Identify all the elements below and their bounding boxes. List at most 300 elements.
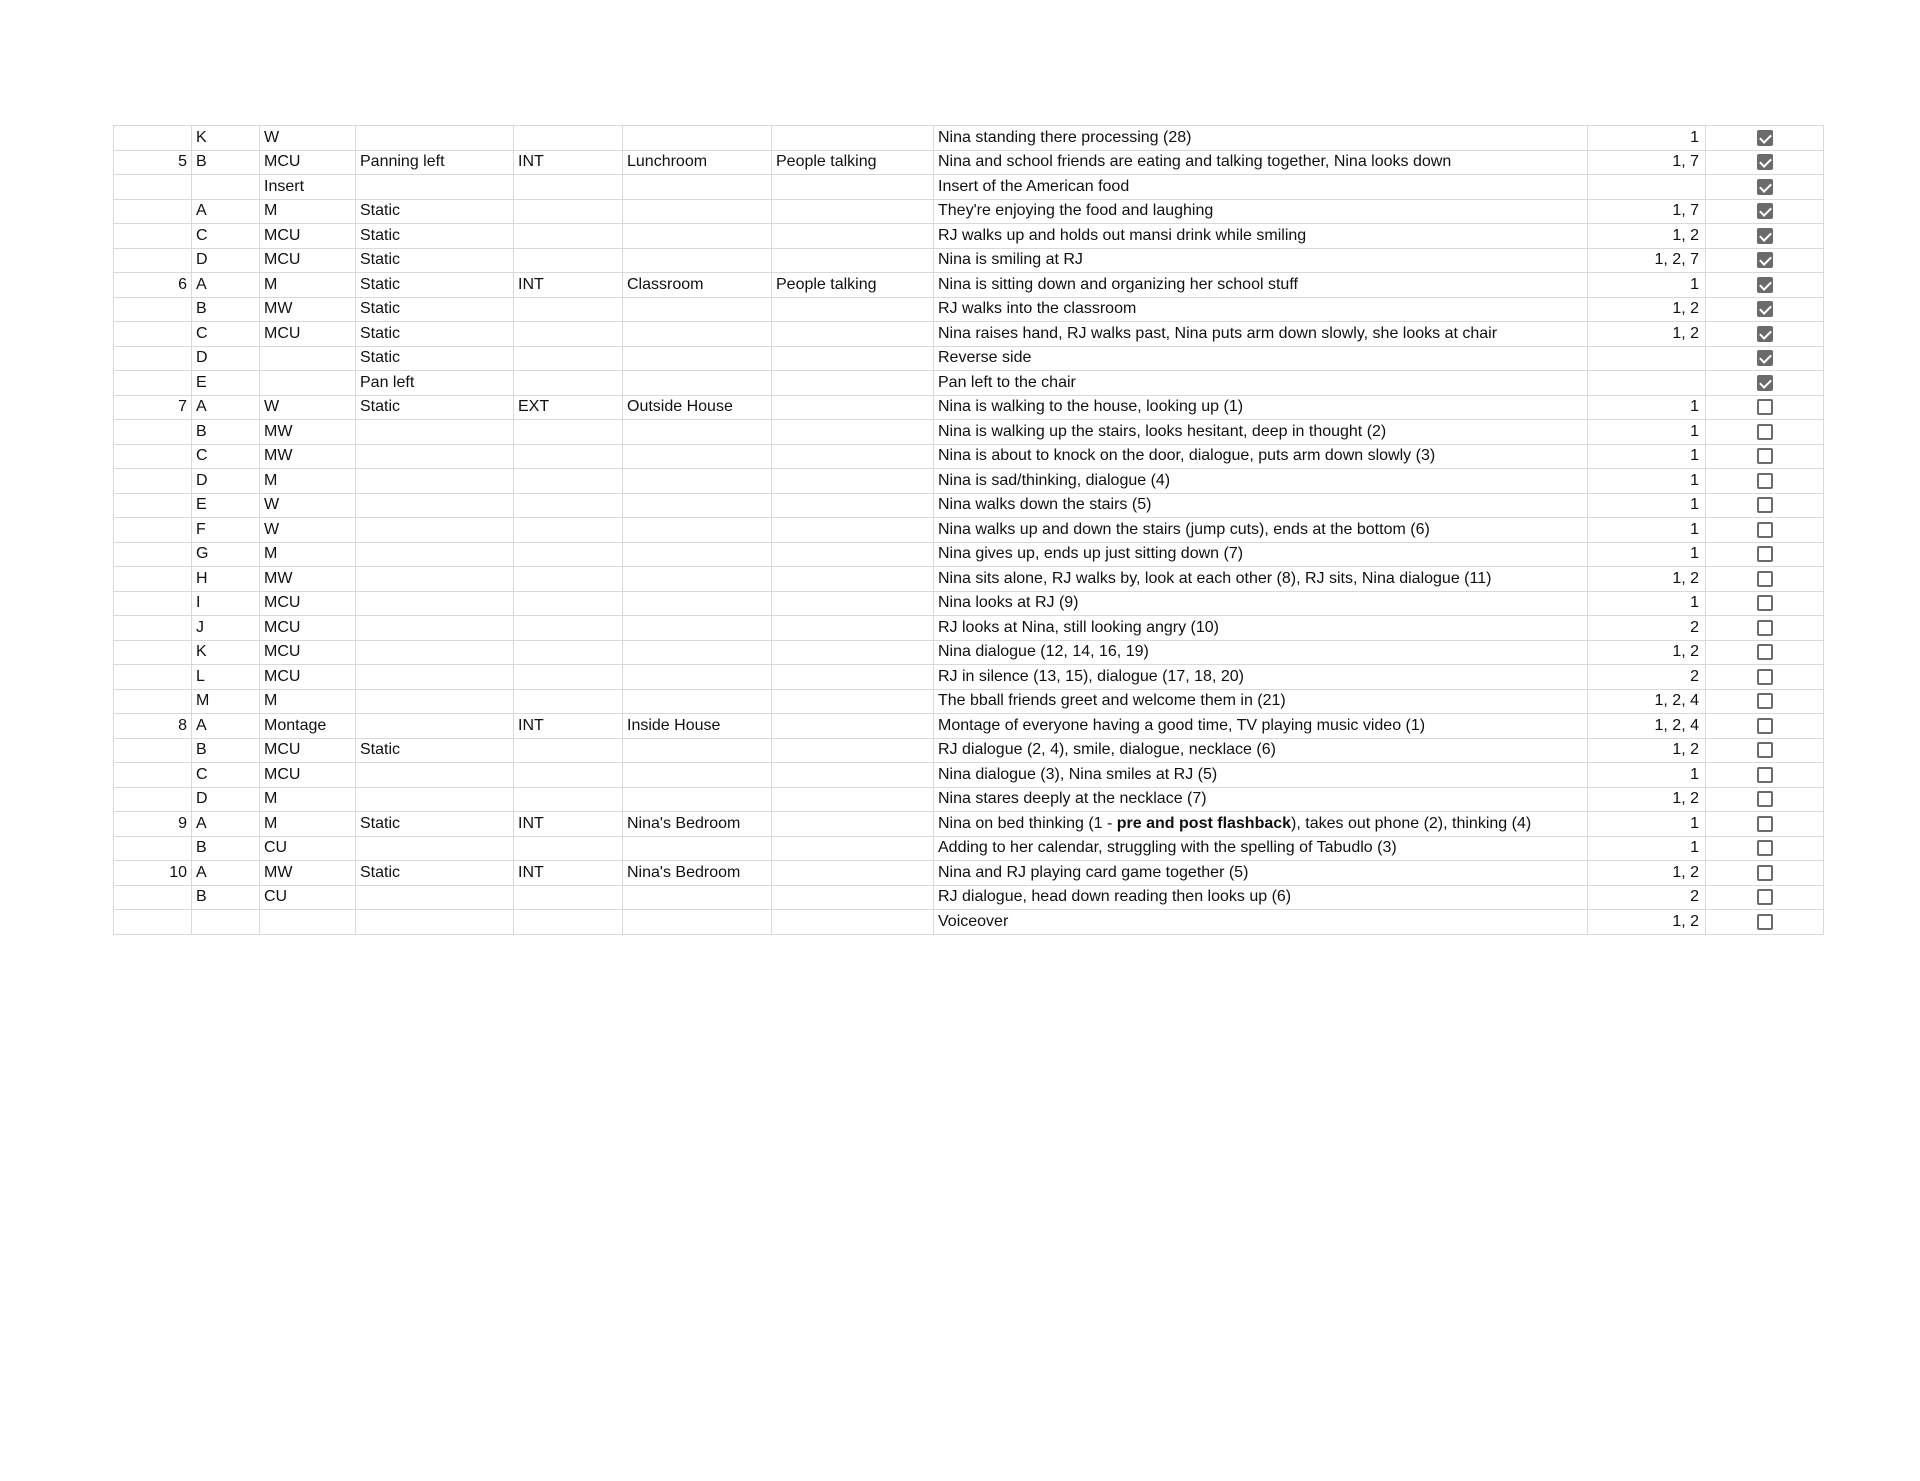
scene-number-cell[interactable] (114, 518, 192, 543)
scene-number-cell[interactable] (114, 591, 192, 616)
location-cell[interactable] (623, 469, 772, 494)
camera-movement-cell[interactable]: Static (356, 322, 514, 347)
cameras-cell[interactable]: 1 (1588, 836, 1706, 861)
location-cell[interactable] (623, 591, 772, 616)
cameras-cell[interactable]: 1, 7 (1588, 150, 1706, 175)
shot-letter-cell[interactable]: C (192, 322, 260, 347)
unchecked-checkbox-icon[interactable] (1757, 448, 1773, 464)
shot-size-cell[interactable]: MCU (260, 616, 356, 641)
shot-letter-cell[interactable]: B (192, 420, 260, 445)
shot-letter-cell[interactable]: A (192, 395, 260, 420)
int-ext-cell[interactable] (514, 444, 623, 469)
unchecked-checkbox-icon[interactable] (1757, 595, 1773, 611)
description-cell[interactable]: RJ in silence (13, 15), dialogue (17, 18, 20) (934, 665, 1588, 690)
shot-letter-cell[interactable]: D (192, 469, 260, 494)
camera-movement-cell[interactable] (356, 126, 514, 151)
int-ext-cell[interactable] (514, 297, 623, 322)
sound-cell[interactable] (772, 616, 934, 641)
description-cell[interactable]: Pan left to the chair (934, 371, 1588, 396)
cameras-cell[interactable]: 1 (1588, 273, 1706, 298)
description-cell[interactable]: Insert of the American food (934, 175, 1588, 200)
shot-letter-cell[interactable] (192, 175, 260, 200)
checked-checkbox-icon[interactable] (1757, 203, 1773, 219)
unchecked-checkbox-icon[interactable] (1757, 914, 1773, 930)
unchecked-checkbox-icon[interactable] (1757, 742, 1773, 758)
checked-checkbox-icon[interactable] (1757, 277, 1773, 293)
shot-letter-cell[interactable]: C (192, 444, 260, 469)
unchecked-checkbox-icon[interactable] (1757, 644, 1773, 660)
location-cell[interactable]: Lunchroom (623, 150, 772, 175)
scene-number-cell[interactable]: 6 (114, 273, 192, 298)
description-cell[interactable]: Nina and school friends are eating and talking together, Nina looks down (934, 150, 1588, 175)
cameras-cell[interactable]: 1, 2, 4 (1588, 689, 1706, 714)
camera-movement-cell[interactable] (356, 616, 514, 641)
cameras-cell[interactable]: 1, 2 (1588, 861, 1706, 886)
cameras-cell[interactable]: 2 (1588, 885, 1706, 910)
cameras-cell[interactable]: 1, 2 (1588, 297, 1706, 322)
description-cell[interactable]: Nina walks down the stairs (5) (934, 493, 1588, 518)
checked-checkbox-icon[interactable] (1757, 301, 1773, 317)
camera-movement-cell[interactable] (356, 665, 514, 690)
scene-number-cell[interactable] (114, 371, 192, 396)
unchecked-checkbox-icon[interactable] (1757, 546, 1773, 562)
checked-checkbox-icon[interactable] (1757, 130, 1773, 146)
sound-cell[interactable] (772, 371, 934, 396)
camera-movement-cell[interactable] (356, 885, 514, 910)
unchecked-checkbox-icon[interactable] (1757, 791, 1773, 807)
shot-size-cell[interactable]: M (260, 542, 356, 567)
description-cell[interactable]: Adding to her calendar, struggling with the spelling of Tabudlo (3) (934, 836, 1588, 861)
shot-size-cell[interactable]: MCU (260, 248, 356, 273)
description-cell[interactable]: RJ walks up and holds out mansi drink while smiling (934, 224, 1588, 249)
int-ext-cell[interactable] (514, 591, 623, 616)
cameras-cell[interactable] (1588, 175, 1706, 200)
scene-number-cell[interactable] (114, 346, 192, 371)
shot-size-cell[interactable]: MCU (260, 640, 356, 665)
cameras-cell[interactable]: 1, 2 (1588, 567, 1706, 592)
shot-letter-cell[interactable]: C (192, 763, 260, 788)
shot-size-cell[interactable]: M (260, 689, 356, 714)
int-ext-cell[interactable] (514, 616, 623, 641)
cameras-cell[interactable]: 1, 7 (1588, 199, 1706, 224)
description-cell[interactable]: Nina and RJ playing card game together (5) (934, 861, 1588, 886)
shot-size-cell[interactable]: M (260, 812, 356, 837)
cameras-cell[interactable]: 1 (1588, 493, 1706, 518)
shot-letter-cell[interactable]: A (192, 273, 260, 298)
camera-movement-cell[interactable] (356, 714, 514, 739)
cameras-cell[interactable]: 1 (1588, 126, 1706, 151)
description-cell[interactable]: Nina is walking up the stairs, looks hesitant, deep in thought (2) (934, 420, 1588, 445)
shot-letter-cell[interactable]: G (192, 542, 260, 567)
int-ext-cell[interactable] (514, 738, 623, 763)
shot-size-cell[interactable]: CU (260, 885, 356, 910)
shot-letter-cell[interactable]: D (192, 346, 260, 371)
checked-checkbox-icon[interactable] (1757, 375, 1773, 391)
description-cell[interactable]: Nina is sad/thinking, dialogue (4) (934, 469, 1588, 494)
sound-cell[interactable] (772, 346, 934, 371)
int-ext-cell[interactable]: INT (514, 150, 623, 175)
unchecked-checkbox-icon[interactable] (1757, 522, 1773, 538)
shot-letter-cell[interactable] (192, 910, 260, 935)
shot-size-cell[interactable]: W (260, 395, 356, 420)
scene-number-cell[interactable]: 10 (114, 861, 192, 886)
scene-number-cell[interactable] (114, 469, 192, 494)
shot-size-cell[interactable]: M (260, 199, 356, 224)
location-cell[interactable] (623, 297, 772, 322)
int-ext-cell[interactable] (514, 787, 623, 812)
shot-letter-cell[interactable]: H (192, 567, 260, 592)
shot-size-cell[interactable]: MW (260, 420, 356, 445)
shot-letter-cell[interactable]: E (192, 371, 260, 396)
scene-number-cell[interactable] (114, 689, 192, 714)
sound-cell[interactable] (772, 567, 934, 592)
location-cell[interactable]: Classroom (623, 273, 772, 298)
shot-size-cell[interactable]: W (260, 493, 356, 518)
cameras-cell[interactable]: 2 (1588, 665, 1706, 690)
sound-cell[interactable] (772, 126, 934, 151)
description-cell[interactable]: Nina is smiling at RJ (934, 248, 1588, 273)
scene-number-cell[interactable] (114, 297, 192, 322)
int-ext-cell[interactable] (514, 542, 623, 567)
shot-size-cell[interactable]: MCU (260, 738, 356, 763)
scene-number-cell[interactable]: 9 (114, 812, 192, 837)
description-cell[interactable]: Nina dialogue (3), Nina smiles at RJ (5) (934, 763, 1588, 788)
camera-movement-cell[interactable] (356, 640, 514, 665)
cameras-cell[interactable] (1588, 346, 1706, 371)
cameras-cell[interactable]: 1 (1588, 812, 1706, 837)
shot-size-cell[interactable] (260, 371, 356, 396)
int-ext-cell[interactable] (514, 175, 623, 200)
int-ext-cell[interactable] (514, 346, 623, 371)
scene-number-cell[interactable] (114, 199, 192, 224)
scene-number-cell[interactable] (114, 224, 192, 249)
cameras-cell[interactable]: 1 (1588, 420, 1706, 445)
camera-movement-cell[interactable]: Static (356, 199, 514, 224)
shot-letter-cell[interactable]: B (192, 885, 260, 910)
unchecked-checkbox-icon[interactable] (1757, 767, 1773, 783)
int-ext-cell[interactable] (514, 371, 623, 396)
sound-cell[interactable] (772, 591, 934, 616)
int-ext-cell[interactable] (514, 665, 623, 690)
description-cell[interactable]: Nina sits alone, RJ walks by, look at each other (8), RJ sits, Nina dialogue (11) (934, 567, 1588, 592)
location-cell[interactable]: Nina's Bedroom (623, 812, 772, 837)
sound-cell[interactable] (772, 689, 934, 714)
int-ext-cell[interactable] (514, 910, 623, 935)
description-cell[interactable]: Nina is sitting down and organizing her school stuff (934, 273, 1588, 298)
description-cell[interactable]: The bball friends greet and welcome them in (21) (934, 689, 1588, 714)
sound-cell[interactable] (772, 763, 934, 788)
cameras-cell[interactable]: 1, 2, 4 (1588, 714, 1706, 739)
camera-movement-cell[interactable] (356, 518, 514, 543)
int-ext-cell[interactable] (514, 640, 623, 665)
location-cell[interactable] (623, 616, 772, 641)
camera-movement-cell[interactable]: Static (356, 861, 514, 886)
location-cell[interactable] (623, 224, 772, 249)
cameras-cell[interactable]: 1, 2 (1588, 224, 1706, 249)
camera-movement-cell[interactable] (356, 542, 514, 567)
int-ext-cell[interactable] (514, 567, 623, 592)
scene-number-cell[interactable] (114, 126, 192, 151)
location-cell[interactable] (623, 542, 772, 567)
sound-cell[interactable] (772, 175, 934, 200)
description-cell[interactable]: Nina looks at RJ (9) (934, 591, 1588, 616)
shot-size-cell[interactable]: MCU (260, 224, 356, 249)
shot-size-cell[interactable]: M (260, 273, 356, 298)
int-ext-cell[interactable] (514, 322, 623, 347)
scene-number-cell[interactable] (114, 738, 192, 763)
location-cell[interactable]: Inside House (623, 714, 772, 739)
location-cell[interactable]: Outside House (623, 395, 772, 420)
sound-cell[interactable]: People talking (772, 150, 934, 175)
description-cell[interactable]: Nina gives up, ends up just sitting down (7) (934, 542, 1588, 567)
sound-cell[interactable] (772, 738, 934, 763)
camera-movement-cell[interactable]: Static (356, 395, 514, 420)
camera-movement-cell[interactable]: Static (356, 738, 514, 763)
shot-size-cell[interactable]: Insert (260, 175, 356, 200)
shot-size-cell[interactable]: MCU (260, 665, 356, 690)
unchecked-checkbox-icon[interactable] (1757, 620, 1773, 636)
camera-movement-cell[interactable]: Static (356, 224, 514, 249)
shot-letter-cell[interactable]: B (192, 297, 260, 322)
shot-letter-cell[interactable]: A (192, 199, 260, 224)
unchecked-checkbox-icon[interactable] (1757, 497, 1773, 513)
description-cell[interactable]: Nina is walking to the house, looking up (1) (934, 395, 1588, 420)
shot-letter-cell[interactable]: D (192, 787, 260, 812)
unchecked-checkbox-icon[interactable] (1757, 718, 1773, 734)
int-ext-cell[interactable]: INT (514, 861, 623, 886)
location-cell[interactable] (623, 640, 772, 665)
cameras-cell[interactable]: 2 (1588, 616, 1706, 641)
int-ext-cell[interactable] (514, 199, 623, 224)
camera-movement-cell[interactable] (356, 175, 514, 200)
cameras-cell[interactable]: 1 (1588, 591, 1706, 616)
int-ext-cell[interactable] (514, 689, 623, 714)
camera-movement-cell[interactable]: Static (356, 273, 514, 298)
shot-letter-cell[interactable]: B (192, 738, 260, 763)
int-ext-cell[interactable] (514, 885, 623, 910)
checked-checkbox-icon[interactable] (1757, 228, 1773, 244)
shot-size-cell[interactable]: Montage (260, 714, 356, 739)
scene-number-cell[interactable] (114, 910, 192, 935)
location-cell[interactable] (623, 371, 772, 396)
shot-letter-cell[interactable]: L (192, 665, 260, 690)
shot-size-cell[interactable]: MCU (260, 763, 356, 788)
camera-movement-cell[interactable] (356, 469, 514, 494)
scene-number-cell[interactable]: 8 (114, 714, 192, 739)
sound-cell[interactable] (772, 885, 934, 910)
shot-size-cell[interactable]: MW (260, 297, 356, 322)
location-cell[interactable] (623, 248, 772, 273)
shot-size-cell[interactable]: M (260, 787, 356, 812)
camera-movement-cell[interactable]: Static (356, 346, 514, 371)
shot-letter-cell[interactable]: B (192, 836, 260, 861)
location-cell[interactable] (623, 518, 772, 543)
description-cell[interactable]: Reverse side (934, 346, 1588, 371)
scene-number-cell[interactable] (114, 175, 192, 200)
camera-movement-cell[interactable] (356, 787, 514, 812)
location-cell[interactable] (623, 665, 772, 690)
shot-size-cell[interactable]: M (260, 469, 356, 494)
sound-cell[interactable]: People talking (772, 273, 934, 298)
shot-letter-cell[interactable]: D (192, 248, 260, 273)
unchecked-checkbox-icon[interactable] (1757, 693, 1773, 709)
location-cell[interactable] (623, 322, 772, 347)
location-cell[interactable] (623, 787, 772, 812)
camera-movement-cell[interactable] (356, 836, 514, 861)
location-cell[interactable] (623, 346, 772, 371)
description-cell[interactable]: Nina raises hand, RJ walks past, Nina puts arm down slowly, she looks at chair (934, 322, 1588, 347)
sound-cell[interactable] (772, 542, 934, 567)
int-ext-cell[interactable] (514, 836, 623, 861)
shot-size-cell[interactable]: MW (260, 444, 356, 469)
checked-checkbox-icon[interactable] (1757, 350, 1773, 366)
cameras-cell[interactable]: 1, 2 (1588, 322, 1706, 347)
shot-letter-cell[interactable]: J (192, 616, 260, 641)
description-cell[interactable]: They're enjoying the food and laughing (934, 199, 1588, 224)
unchecked-checkbox-icon[interactable] (1757, 473, 1773, 489)
location-cell[interactable] (623, 444, 772, 469)
location-cell[interactable] (623, 199, 772, 224)
sound-cell[interactable] (772, 493, 934, 518)
cameras-cell[interactable]: 1 (1588, 395, 1706, 420)
cameras-cell[interactable]: 1 (1588, 518, 1706, 543)
camera-movement-cell[interactable] (356, 444, 514, 469)
unchecked-checkbox-icon[interactable] (1757, 865, 1773, 881)
sound-cell[interactable] (772, 420, 934, 445)
cameras-cell[interactable]: 1, 2 (1588, 738, 1706, 763)
unchecked-checkbox-icon[interactable] (1757, 399, 1773, 415)
location-cell[interactable] (623, 885, 772, 910)
shot-size-cell[interactable]: MCU (260, 322, 356, 347)
scene-number-cell[interactable] (114, 836, 192, 861)
scene-number-cell[interactable] (114, 567, 192, 592)
sound-cell[interactable] (772, 248, 934, 273)
camera-movement-cell[interactable] (356, 567, 514, 592)
description-cell[interactable]: RJ looks at Nina, still looking angry (10) (934, 616, 1588, 641)
shot-size-cell[interactable]: MW (260, 567, 356, 592)
sound-cell[interactable] (772, 812, 934, 837)
shot-letter-cell[interactable]: F (192, 518, 260, 543)
shot-letter-cell[interactable]: A (192, 861, 260, 886)
location-cell[interactable] (623, 738, 772, 763)
int-ext-cell[interactable]: EXT (514, 395, 623, 420)
description-cell[interactable]: Nina is about to knock on the door, dialogue, puts arm down slowly (3) (934, 444, 1588, 469)
sound-cell[interactable] (772, 861, 934, 886)
description-cell[interactable]: Montage of everyone having a good time, TV playing music video (1) (934, 714, 1588, 739)
cameras-cell[interactable]: 1, 2 (1588, 640, 1706, 665)
shot-letter-cell[interactable]: A (192, 714, 260, 739)
location-cell[interactable] (623, 836, 772, 861)
camera-movement-cell[interactable] (356, 689, 514, 714)
description-cell[interactable]: Nina dialogue (12, 14, 16, 19) (934, 640, 1588, 665)
unchecked-checkbox-icon[interactable] (1757, 424, 1773, 440)
scene-number-cell[interactable] (114, 616, 192, 641)
camera-movement-cell[interactable]: Panning left (356, 150, 514, 175)
int-ext-cell[interactable] (514, 469, 623, 494)
shot-letter-cell[interactable]: E (192, 493, 260, 518)
sound-cell[interactable] (772, 297, 934, 322)
camera-movement-cell[interactable] (356, 420, 514, 445)
cameras-cell[interactable]: 1 (1588, 763, 1706, 788)
int-ext-cell[interactable]: INT (514, 273, 623, 298)
scene-number-cell[interactable] (114, 248, 192, 273)
camera-movement-cell[interactable] (356, 910, 514, 935)
cameras-cell[interactable]: 1 (1588, 542, 1706, 567)
description-cell[interactable]: Nina walks up and down the stairs (jump cuts), ends at the bottom (6) (934, 518, 1588, 543)
int-ext-cell[interactable] (514, 126, 623, 151)
location-cell[interactable] (623, 567, 772, 592)
int-ext-cell[interactable]: INT (514, 812, 623, 837)
location-cell[interactable] (623, 910, 772, 935)
int-ext-cell[interactable] (514, 224, 623, 249)
description-cell[interactable]: RJ walks into the classroom (934, 297, 1588, 322)
scene-number-cell[interactable]: 5 (114, 150, 192, 175)
description-cell[interactable]: Voiceover (934, 910, 1588, 935)
sound-cell[interactable] (772, 444, 934, 469)
cameras-cell[interactable]: 1, 2 (1588, 787, 1706, 812)
shot-size-cell[interactable]: MCU (260, 591, 356, 616)
sound-cell[interactable] (772, 910, 934, 935)
shot-letter-cell[interactable]: C (192, 224, 260, 249)
camera-movement-cell[interactable]: Static (356, 297, 514, 322)
shot-size-cell[interactable]: W (260, 126, 356, 151)
sound-cell[interactable] (772, 518, 934, 543)
description-cell[interactable]: RJ dialogue, head down reading then looks up (6) (934, 885, 1588, 910)
sound-cell[interactable] (772, 714, 934, 739)
scene-number-cell[interactable] (114, 665, 192, 690)
location-cell[interactable] (623, 689, 772, 714)
description-cell[interactable]: Nina standing there processing (28) (934, 126, 1588, 151)
sound-cell[interactable] (772, 395, 934, 420)
shot-letter-cell[interactable]: M (192, 689, 260, 714)
shot-size-cell[interactable]: W (260, 518, 356, 543)
shot-letter-cell[interactable]: K (192, 640, 260, 665)
cameras-cell[interactable]: 1, 2 (1588, 910, 1706, 935)
shot-letter-cell[interactable]: B (192, 150, 260, 175)
location-cell[interactable]: Nina's Bedroom (623, 861, 772, 886)
int-ext-cell[interactable] (514, 763, 623, 788)
shot-letter-cell[interactable]: A (192, 812, 260, 837)
location-cell[interactable] (623, 420, 772, 445)
scene-number-cell[interactable] (114, 493, 192, 518)
shot-size-cell[interactable]: CU (260, 836, 356, 861)
sound-cell[interactable] (772, 640, 934, 665)
unchecked-checkbox-icon[interactable] (1757, 571, 1773, 587)
description-cell[interactable] (934, 812, 1588, 837)
location-cell[interactable] (623, 126, 772, 151)
scene-number-cell[interactable] (114, 444, 192, 469)
unchecked-checkbox-icon[interactable] (1757, 840, 1773, 856)
sound-cell[interactable] (772, 224, 934, 249)
checked-checkbox-icon[interactable] (1757, 179, 1773, 195)
int-ext-cell[interactable] (514, 518, 623, 543)
camera-movement-cell[interactable] (356, 493, 514, 518)
location-cell[interactable] (623, 175, 772, 200)
checked-checkbox-icon[interactable] (1757, 252, 1773, 268)
shot-letter-cell[interactable]: K (192, 126, 260, 151)
sound-cell[interactable] (772, 322, 934, 347)
int-ext-cell[interactable]: INT (514, 714, 623, 739)
camera-movement-cell[interactable] (356, 591, 514, 616)
checked-checkbox-icon[interactable] (1757, 326, 1773, 342)
shot-size-cell[interactable]: MCU (260, 150, 356, 175)
unchecked-checkbox-icon[interactable] (1757, 816, 1773, 832)
shot-size-cell[interactable] (260, 346, 356, 371)
description-cell[interactable]: RJ dialogue (2, 4), smile, dialogue, necklace (6) (934, 738, 1588, 763)
location-cell[interactable] (623, 763, 772, 788)
description-cell[interactable]: Nina stares deeply at the necklace (7) (934, 787, 1588, 812)
shot-size-cell[interactable] (260, 910, 356, 935)
